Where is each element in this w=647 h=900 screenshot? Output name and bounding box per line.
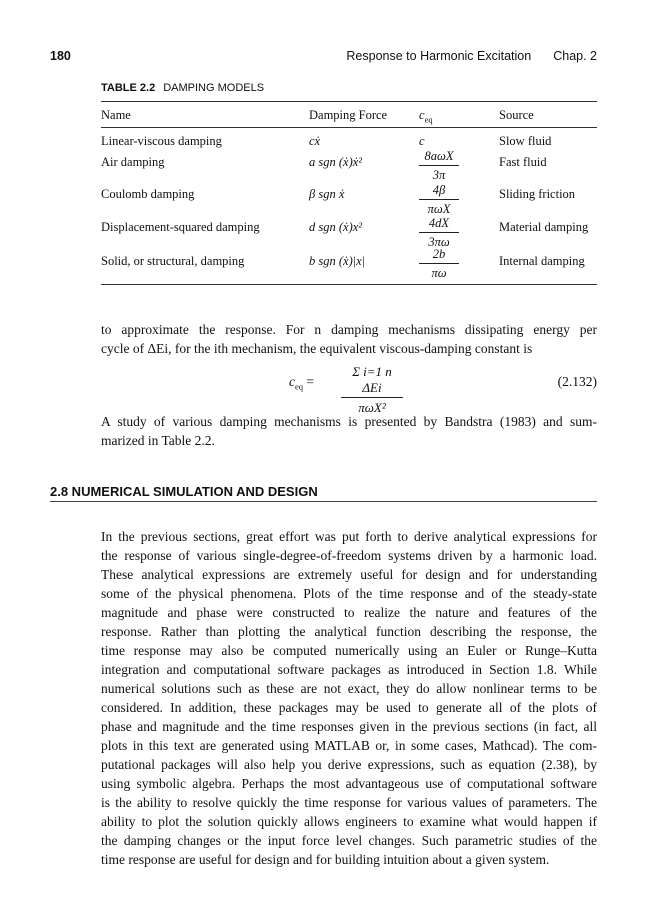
ceq-denominator: πωX (427, 202, 451, 216)
text-line: time response may also be computed numerically using an Euler or Runge–Kutta (101, 643, 597, 658)
text-line: integration and computational software packages as introduced in Section 1.8. While (101, 662, 597, 677)
table-row-name: Linear-viscous damping (101, 134, 222, 148)
column-header-source: Source (499, 108, 534, 122)
ceq-numerator: 4β (432, 183, 446, 197)
text-line: the response of various single-degree-of-freedom systems driven by a harmonic load. (101, 548, 597, 563)
force-expression: a sgn (ẋ)ẋ² (309, 155, 363, 169)
table-row-force (309, 220, 362, 235)
text-line: plots in this text are generated using MATLAB or, in some cases, Mathcad). The com- (101, 738, 597, 753)
ceq-denominator: πω (431, 266, 447, 280)
table-caption-label: TABLE 2.2 (101, 82, 156, 94)
table-row-name: Displacement-squared damping (101, 220, 260, 234)
table-row-ceq (419, 134, 425, 149)
column-header-ceq-subscript: eq (424, 114, 433, 125)
text-line: ability to plot the solution quickly allows engineers to examine what would happen if (101, 814, 597, 829)
force-expression: b sgn (ẋ)|x| (309, 254, 366, 268)
page-number: 180 (50, 49, 71, 63)
text-line: These analytical expressions are extremely useful for design and for understanding (101, 567, 597, 582)
text-line: magnitude and phase were constructed to realize the nature and features of the (101, 605, 597, 620)
text-line: In the previous sections, great effort was put forth to derive analytical expressions for (101, 529, 597, 544)
fraction-bar (419, 263, 459, 264)
force-expression: d sgn (ẋ)x² (309, 220, 363, 234)
text-line: time response are useful for design and for building intuition about a given system. (101, 852, 550, 867)
fraction-bar (419, 165, 459, 166)
table-row-name: Air damping (101, 155, 165, 169)
text-line: using symbolic algebra. Perhaps the most advantageous use of computational software (101, 776, 597, 791)
ceq-fraction (419, 183, 459, 217)
table-row-force (309, 187, 344, 202)
table-caption-title: DAMPING MODELS (163, 82, 265, 94)
column-header-name: Name (101, 108, 131, 122)
force-expression: β sgn ẋ (309, 187, 345, 201)
equation-fraction (341, 364, 403, 416)
section-heading: 2.8 NUMERICAL SIMULATION AND DESIGN (50, 484, 318, 499)
table-bottom-rule (101, 284, 597, 285)
table-header-rule (101, 127, 597, 128)
running-title-text: Response to Harmonic Excitation (346, 49, 532, 63)
table-row-source: Slow fluid (499, 134, 552, 148)
equation-lhs-symbol: c (289, 374, 295, 389)
text-line: cycle of ΔEi, for the ith mechanism, the equivalent viscous-damping constant is (101, 341, 533, 356)
running-header (50, 49, 597, 67)
ceq-numerator: 2b (432, 247, 446, 261)
force-expression: cẋ (309, 134, 321, 148)
text-line: the damping changes or the input force level changes. Such parametric studies of the (101, 833, 597, 848)
table-row-source: Internal damping (499, 254, 585, 268)
ceq-fraction (419, 216, 459, 250)
table-row-force (309, 254, 365, 269)
text-line: is the ability to resolve quickly the time response for various values of parameters. The (101, 795, 597, 810)
text-line: response. Rather than plotting the analytical function describing the response, the (101, 624, 597, 639)
section-rule (50, 501, 597, 502)
ceq-numerator: 4dX (428, 216, 450, 230)
text-line: to approximate the response. For n damping mechanisms dissipating energy per (101, 322, 597, 337)
table-row-force (309, 155, 362, 170)
ceq-expression: c (419, 134, 425, 148)
equation-number: (2.132) (557, 374, 597, 389)
text-line: numerical solutions such as these are not exact, they do allow nonlinear terms to be (101, 681, 597, 696)
paragraph-bandstra (101, 412, 597, 450)
ceq-denominator: 3πω (428, 235, 450, 249)
ceq-fraction (419, 149, 459, 183)
table-caption (101, 82, 264, 94)
ceq-fraction (419, 247, 459, 281)
running-title (346, 49, 597, 63)
table-top-rule (101, 101, 597, 102)
table-row-name: Solid, or structural, damping (101, 254, 245, 268)
equation-denominator: πωX² (358, 400, 386, 415)
table-row-name: Coulomb damping (101, 187, 195, 201)
fraction-bar (419, 232, 459, 233)
column-header-ceq (419, 108, 433, 123)
ceq-denominator: 3π (432, 168, 446, 182)
chapter-label: Chap. 2 (553, 49, 597, 63)
text-line: considered. In addition, these packages may be used to generate all of the plots of (101, 700, 597, 715)
equation-lhs: $c_{eq}$ = (289, 374, 315, 392)
text-line: phase and magnitude and the time responses given in the previous sections (in fact, all (101, 719, 597, 734)
table-row-source: Fast fluid (499, 155, 547, 169)
paragraph-numerical-simulation (101, 527, 597, 869)
table-row-source: Sliding friction (499, 187, 576, 201)
fraction-bar (341, 397, 403, 398)
column-header-damping-force: Damping Force (309, 108, 388, 122)
column-header-ceq-symbol: c (419, 108, 425, 122)
equation-2-132 (101, 364, 597, 415)
table-row-source: Material damping (499, 220, 589, 234)
text-line: some of the physical phenomena. Plots of the time response and of the steady-state (101, 586, 597, 601)
table-row-force (309, 134, 320, 149)
equation-lhs-subscript: eq (295, 381, 304, 392)
ceq-numerator: 8aωX (424, 149, 454, 163)
text-line: putational packages will also help you derive expressions, such as equation (2.38), by (101, 757, 597, 772)
fraction-bar (419, 199, 459, 200)
paragraph-intro (101, 320, 597, 358)
text-line: A study of various damping mechanisms is presented by Bandstra (1983) and sum- (101, 414, 597, 429)
equation-numerator: Σ i=1 n ΔEi (352, 364, 392, 395)
text-line: marized in Table 2.2. (101, 433, 215, 448)
